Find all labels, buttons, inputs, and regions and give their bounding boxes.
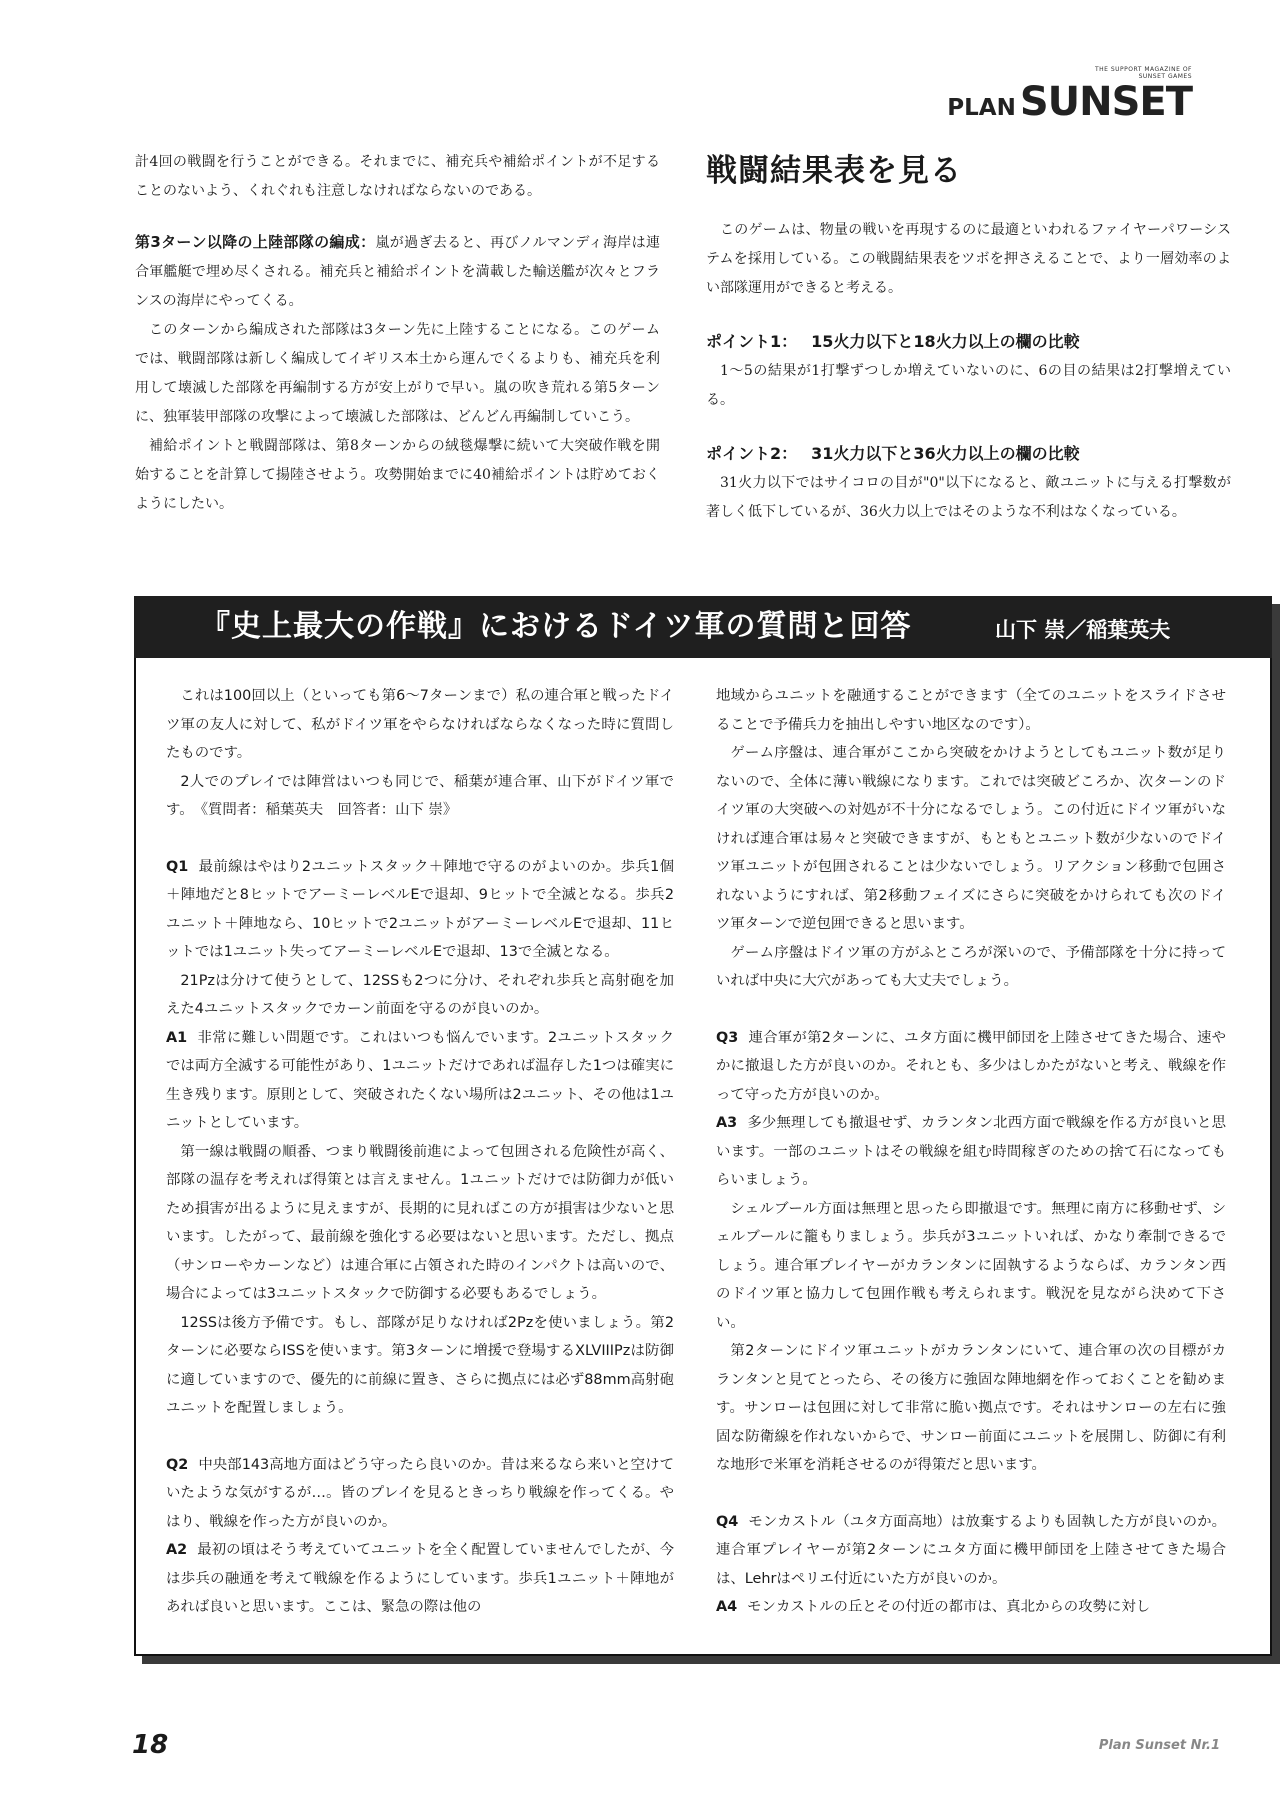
- question-1-tag: Q1: [166, 858, 189, 875]
- left-paragraph-1: 計4回の戦闘を行うことができる。それまでに、補充兵や補給ポイントが不足することのないよう、くれぐれも注意しなければならないのである。: [135, 154, 660, 199]
- answer-4: [716, 1593, 1226, 1622]
- question-4-text: モンカストル（ユタ方面高地）は放棄するよりも固執した方が良いのか。連合軍プレイヤーが第2ターンにユタ方面に機甲師団を上陸させてきた場合は、Lehrはペリエ付近にいた方が良いのか。: [716, 1513, 1226, 1587]
- point-2-label: ポイント2：: [706, 444, 798, 463]
- masthead-sunset: SUNSET: [1019, 79, 1192, 125]
- qa-title: 『史上最大の作戦』におけるドイツ軍の質問と回答: [200, 609, 912, 644]
- section-title: 戦闘結果表を見る: [706, 153, 962, 189]
- answer-3-continued-2: 第2ターンにドイツ軍ユニットがカランタンにいて、連合軍の次の目標がカランタンと見てとったら、その後方に強固な陣地網を作っておくことを勧めます。サンローは包囲に対して非常に脆い拠点です。それはサンローの左右に強固な防衛線を作れないからで、サンロー前面にユニットを展開し、防御に有利な地形で米軍を消耗させるのが得策だと思います。: [716, 1343, 1226, 1473]
- masthead-tagline-line2: SUNSET GAMES: [1138, 73, 1192, 80]
- question-4-tag: Q4: [716, 1513, 739, 1530]
- masthead-plan: PLAN: [947, 95, 1016, 121]
- left-paragraph-4: 補給ポイントと戦闘部隊は、第8ターンからの絨毯爆撃に続いて大突破作戦を開始することを計算して揚陸させよう。攻勢開始までに40補給ポイントは貯めておくようにしたい。: [135, 438, 660, 512]
- left-paragraph-2-text: 嵐が過ぎ去ると、再びノルマンディ海岸は連合軍艦艇で埋め尽くされる。補充兵と補給ポイントを満載した輸送艦が次々とフランスの海岸にやってくる。: [135, 235, 661, 309]
- point-1-text: 1～5の結果が1打撃ずつしか増えていないのに、6の目の結果は2打撃増えている。: [706, 363, 1231, 408]
- issue-name: Plan Sunset Nr.1: [1098, 1738, 1220, 1753]
- question-3-text: 連合軍が第2ターンに、ユタ方面に機甲師団を上陸させてきた場合、速やかに撤退した方が良いのか。それとも、多少はしかたがないと考え、戦線を作って守った方が良いのか。: [716, 1029, 1226, 1103]
- answer-2: [166, 1536, 674, 1622]
- left-paragraph-2: [135, 228, 660, 316]
- question-1-continued: 21Pzは分けて使うとして、12SSも2つに分け、それぞれ歩兵と高射砲を加えた4ユニットスタックでカーン前面を守るのが良いのか。: [166, 972, 674, 1017]
- answer-2-continued-3: ゲーム序盤はドイツ軍の方がふところが深いので、予備部隊を十分に持っていれば中央に大穴があっても大丈夫でしょう。: [716, 944, 1226, 989]
- answer-1-tag: A1: [166, 1029, 188, 1046]
- question-2-text: 中央部143高地方面はどう守ったら良いのか。昔は来るなら来いと空けていたような気がするが…。皆のプレイを見るときっちり戦線を作ってくる。やはり、戦線を作った方が良いのか。: [166, 1456, 674, 1530]
- left-column: [135, 148, 660, 519]
- section-lead-heading: 第3ターン以降の上陸部隊の編成：: [135, 233, 376, 251]
- right-intro: このゲームは、物量の戦いを再現するのに最適といわれるファイヤーパワーシステムを採用している。この戦闘結果表をツボを押さえることで、より一層効率のよい部隊運用ができると考える。: [706, 222, 1231, 296]
- masthead-logo: [947, 80, 1192, 132]
- point-2-text: 31火力以下ではサイコロの目が"0"以下になると、敵ユニットに与える打撃数が著しく低下しているが、36火力以上ではそのような不利はなくなっている。: [706, 475, 1231, 520]
- question-1-text: 最前線はやはり2ユニットスタック＋陣地で守るのがよいのか。歩兵1個＋陣地だと8ヒットでアーミーレベルEで退却、9ヒットで全滅となる。歩兵2ユニット＋陣地なら、10ヒットで2ユニットがアーミーレベルEで退却、11ヒットでは1ユニット失ってアーミーレベルEで退却、13で全滅となる。: [166, 858, 674, 960]
- answer-2-continued-2: ゲーム序盤は、連合軍がここから突破をかけようとしてもユニット数が足りないので、全体に薄い戦線になります。これでは突破どころか、次ターンのドイツ軍の大突破への対処が不十分になるでしょう。この付近にドイツ軍がいなければ連合軍は易々と突破できますが、もともとユニット数が少ないのでドイツ軍ユニットが包囲されることは少ないでしょう。リアクション移動で包囲されないようにすれば、第2移動フェイズにさらに突破をかけられても次のドイツ軍ターンで逆包囲できると思います。: [716, 745, 1226, 932]
- right-column: [706, 145, 1231, 527]
- answer-4-tag: A4: [716, 1599, 738, 1615]
- question-2: [166, 1451, 674, 1537]
- point-2-heading: [706, 439, 1231, 469]
- left-paragraph-3: このターンから編成された部隊は3ターン先に上陸することになる。このゲームでは、戦闘部隊は新しく編成してイギリス本土から運んでくるよりも、補充兵を利用して壊滅した部隊を再編制する方が安上がりで早い。嵐の吹き荒れる第5ターンに、独軍装甲部隊の攻撃によって壊滅した部隊は、どんどん再編制していこう。: [135, 322, 660, 425]
- page-number: 18: [132, 1730, 169, 1760]
- qa-intro-2: 2人でのプレイでは陣営はいつも同じで、稲葉が連合軍、山下がドイツ軍です。 《質問者：稲葉英夫 回答者：山下 崇》: [166, 773, 674, 818]
- qa-authors: 山下 崇／稲葉英夫: [995, 618, 1171, 642]
- answer-1-continued-2: 12SSは後方予備です。もし、部隊が足りなければ2Pzを使いましょう。第2ターンに必要ならISSを使います。第3ターンに増援で登場するXLVIIIPzは防御に適していますので、優先的に前線に置き、さらに拠点には必ず88mm高射砲ユニットを配置しましょう。: [166, 1314, 674, 1416]
- answer-3-continued-1: シェルブール方面は無理と思ったら即撤退です。無理に南方に移動せず、シェルブールに籠もりましょう。歩兵が3ユニットいれば、かなり牽制できるでしょう。連合軍プレイヤーがカランタンに固執するようならば、カランタン西のドイツ軍と協力して包囲作戦も考えられます。戦況を見ながら決めて下さい。: [716, 1200, 1226, 1331]
- question-4: [716, 1508, 1226, 1594]
- qa-right-column: [716, 682, 1226, 1622]
- answer-2-tag: A2: [166, 1542, 188, 1558]
- answer-1: [166, 1024, 674, 1138]
- answer-3-text: 多少無理しても撤退せず、カランタン北西方面で戦線を作る方が良いと思います。一部のユニットはその戦線を組む時間稼ぎのための捨て石になってもらいましょう。: [716, 1115, 1226, 1188]
- answer-4-text: モンカストルの丘とその付近の都市は、真北からの攻勢に対し: [747, 1599, 1151, 1615]
- answer-3-tag: A3: [716, 1115, 738, 1131]
- masthead-tagline: [947, 66, 1192, 80]
- masthead-tagline-line1: THE SUPPORT MAGAZINE OF: [1094, 66, 1192, 73]
- qa-left-column: [166, 682, 674, 1622]
- question-3: [716, 1024, 1226, 1110]
- question-2-tag: Q2: [166, 1456, 189, 1473]
- point-1-heading: [706, 327, 1231, 357]
- answer-2-continued-1: 地域からユニットを融通することができます（全てのユニットをスライドさせることで予備兵力を抽出しやすい地区なのです）。: [716, 688, 1226, 733]
- point-1-title: 15火力以下と18火力以上の欄の比較: [811, 332, 1080, 351]
- answer-3: [716, 1109, 1226, 1195]
- answer-2-text: 最初の頃はそう考えていてユニットを全く配置していませんでしたが、今は歩兵の融通を考えて戦線を作るようにしています。歩兵1ユニット＋陣地があれば良いと思います。ここは、緊急の際は他の: [166, 1542, 674, 1615]
- qa-intro-1: これは100回以上（といっても第6～7ターンまで）私の連合軍と戦ったドイツ軍の友人に対して、私がドイツ軍をやらなければならなくなった時に質問したものです。: [166, 688, 674, 761]
- masthead: [947, 66, 1192, 132]
- answer-1-text: 非常に難しい問題です。これはいつも悩んでいます。2ユニットスタックでは両方全滅する可能性があり、1ユニットだけであれば温存した1つは確実に生き残ります。原則として、突破されたくない場所は2ユニット、その他は1ユニットとしています。: [166, 1029, 674, 1131]
- point-2-title: 31火力以下と36火力以上の欄の比較: [811, 444, 1080, 463]
- answer-1-continued-1: 第一線は戦闘の順番、つまり戦闘後前進によって包囲される危険性が高く、部隊の温存を考えれば得策とは言えません。1ユニットだけでは防御力が低いため損害が出るように見えますが、長期的に見ればこの方が損害は少ないと思います。したがって、最前線を強化する必要はないと思います。ただし、拠点（サンローやカーンなど）は連合軍に占領された時のインパクトは高いので、場合によっては3ユニットスタックで防御する必要もあるでしょう。: [166, 1143, 674, 1302]
- question-3-tag: Q3: [716, 1029, 739, 1046]
- question-1: [166, 853, 674, 967]
- point-1-label: ポイント1：: [706, 332, 798, 351]
